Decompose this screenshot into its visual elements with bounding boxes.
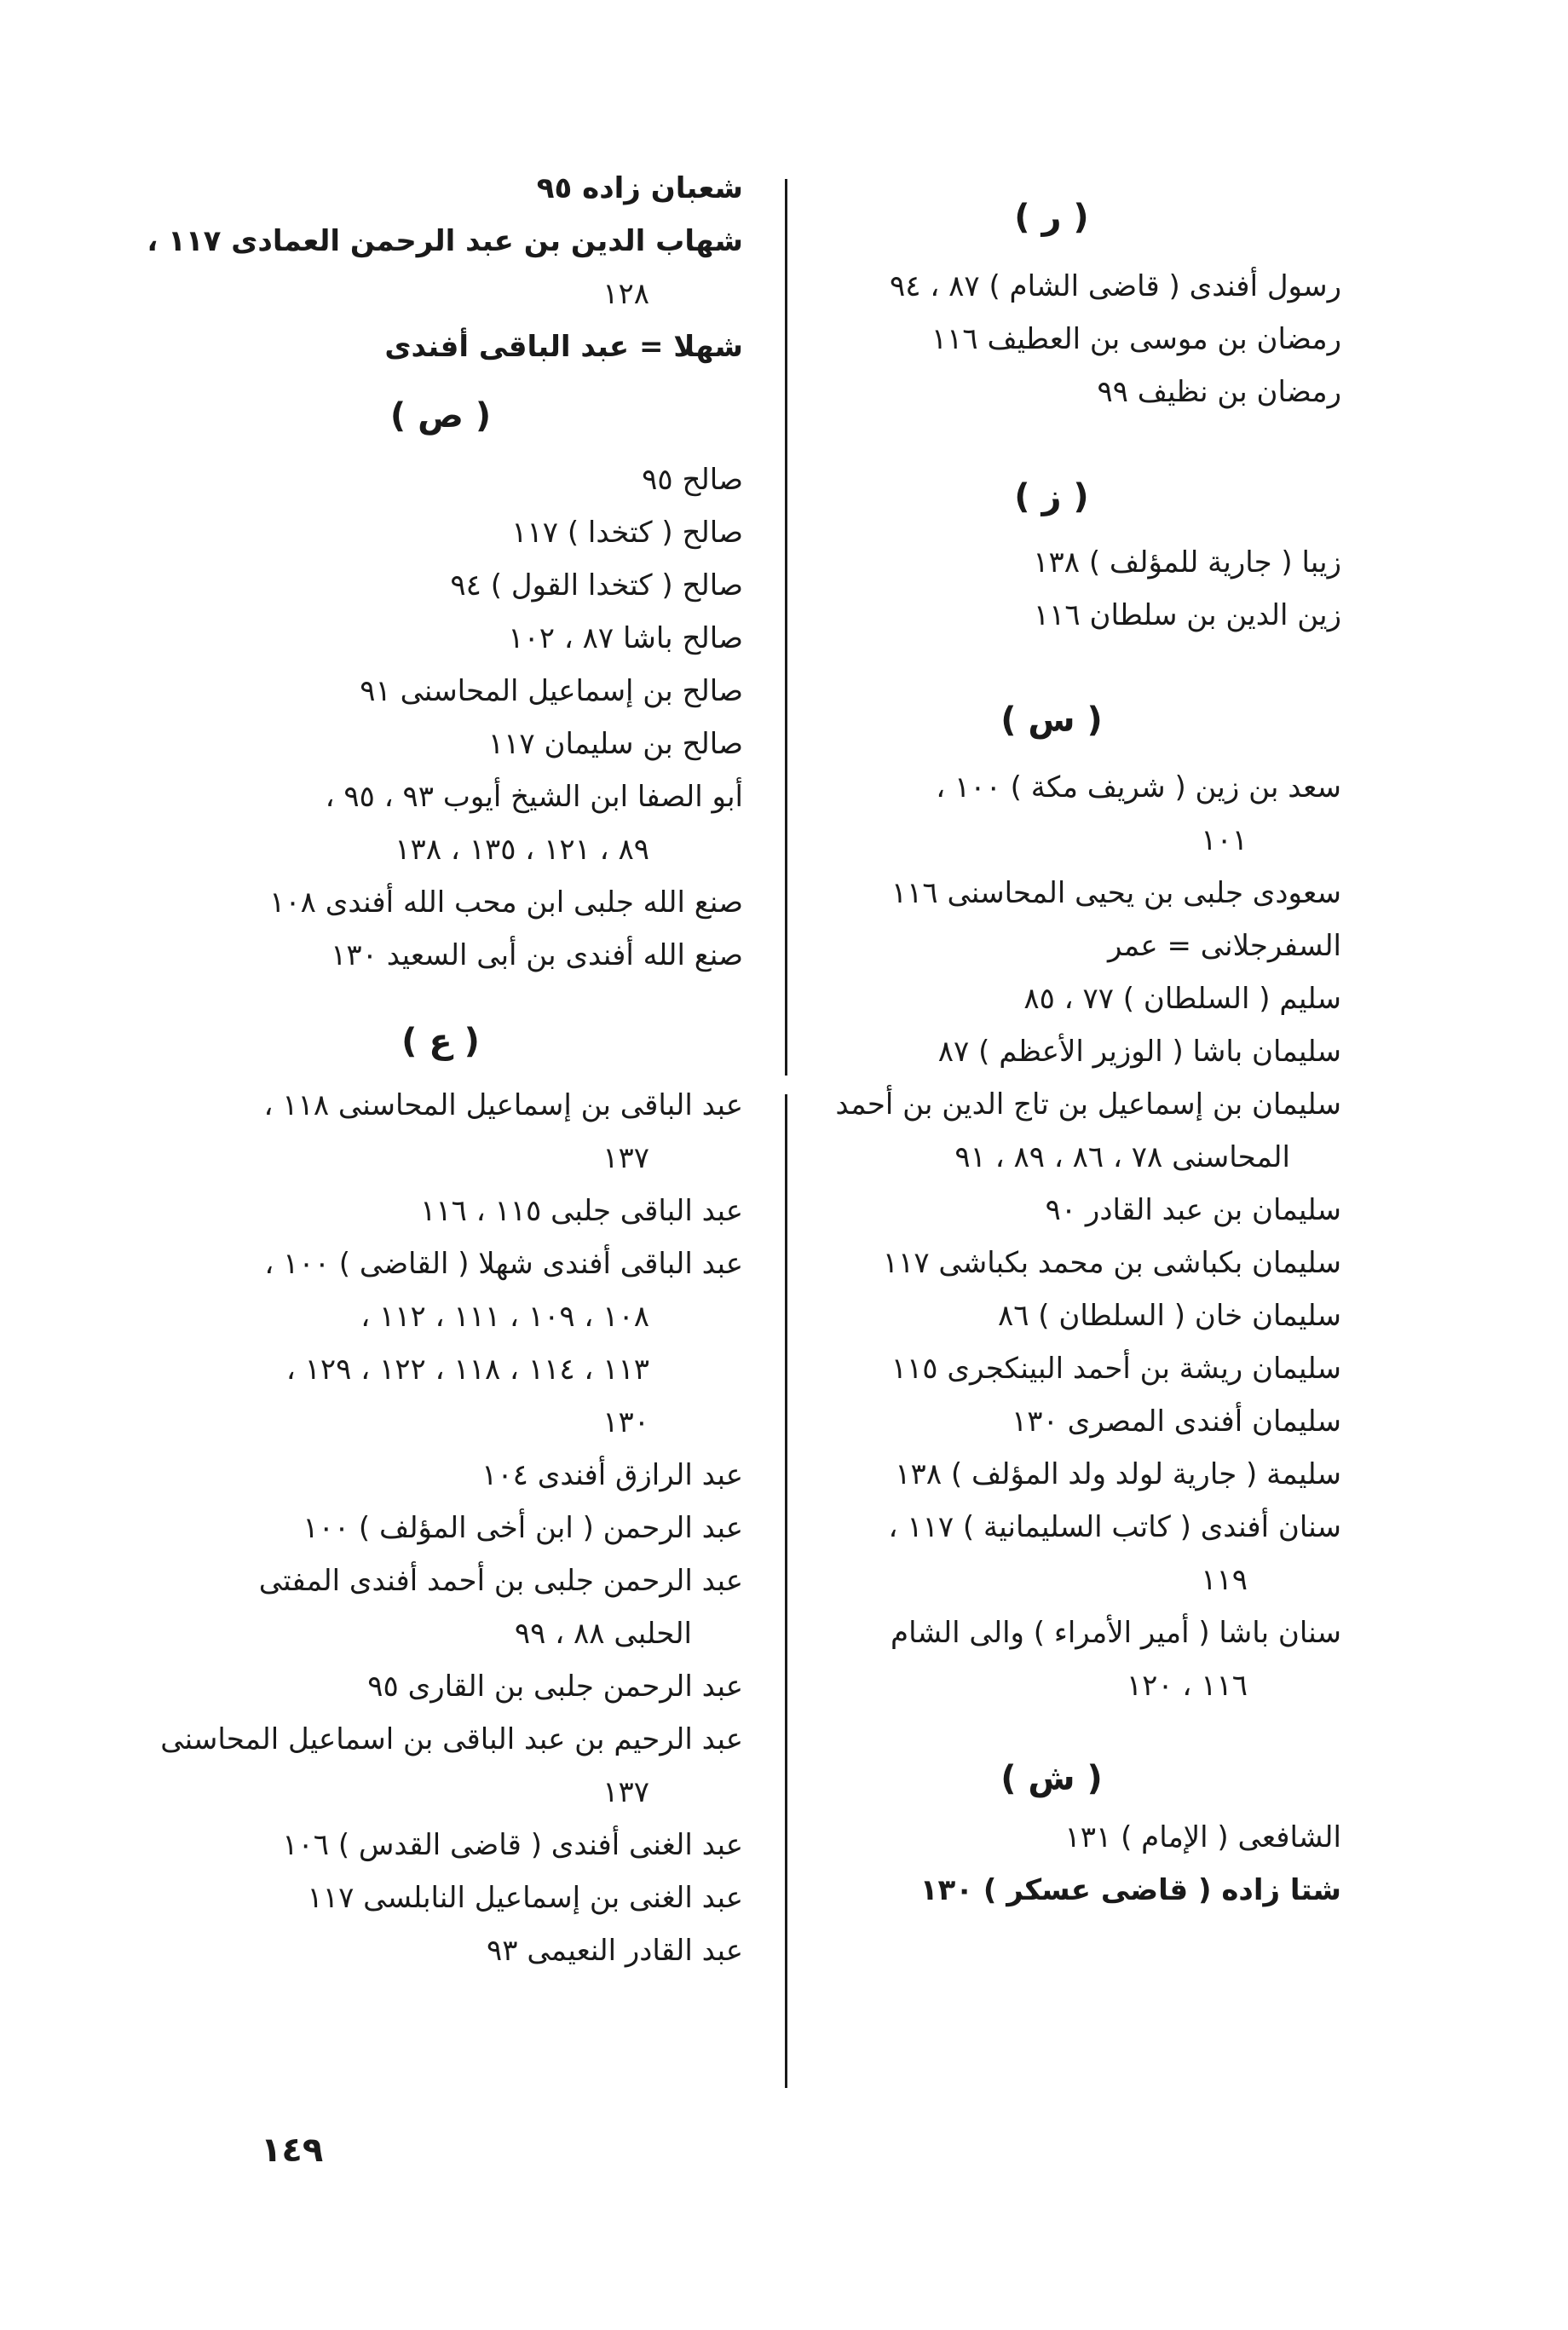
section-sin: [762, 695, 1341, 1712]
section-ra: [762, 192, 1341, 418]
index-entry: سنان باشا ( أمير الأمراء ) والى الشام: [891, 1616, 1341, 1650]
column-divider: [785, 179, 787, 2088]
index-entry-continuation: ٨٩ ، ١٢١ ، ١٣٥ ، ١٣٨: [395, 833, 649, 867]
index-entry-continuation: ١١٩: [1201, 1563, 1248, 1597]
index-entry: عبد الرازق أفندى ١٠٤: [481, 1458, 743, 1492]
index-entry-continuation: ١٢٨: [602, 277, 649, 311]
index-entry: عبد الباقى بن إسماعيل المحاسنى ١١٨ ،: [263, 1088, 743, 1122]
index-entry: سليمان بن عبد القادر ٩٠: [1045, 1193, 1341, 1227]
left-column: [138, 162, 743, 1977]
index-entry: سليمان بكباشى بن محمد بكباشى ١١٧: [882, 1246, 1341, 1280]
index-entry: عبد الرحمن جلبى بن القارى ٩٥: [367, 1670, 743, 1704]
index-entry: عبد الباقى جلبى ١١٥ ، ١١٦: [420, 1194, 743, 1228]
column-divider-gap: [782, 1076, 791, 1094]
index-entry: شتا زاده ( قاضى عسكر ) ١٣٠: [919, 1873, 1341, 1907]
index-entry-continuation: ١١٦ ، ١٢٠: [1126, 1669, 1248, 1703]
index-entry: عبد الباقى أفندى شهلا ( القاضى ) ١٠٠ ،: [264, 1247, 743, 1281]
section-sad: [138, 390, 743, 982]
index-entry: صالح بن إسماعيل المحاسنى ٩١: [360, 674, 743, 708]
index-entry-continuation: ١١٣ ، ١١٤ ، ١١٨ ، ١٢٢ ، ١٢٩ ،: [285, 1352, 649, 1387]
index-entry: سليمة ( جارية لولد ولد المؤلف ) ١٣٨: [895, 1457, 1341, 1491]
index-entry-continuation: ١٠١: [1201, 823, 1248, 857]
index-entry: رمضان بن موسى بن العطيف ١١٦: [931, 322, 1341, 356]
index-entry-continuation: ١٣٧: [602, 1141, 649, 1175]
index-entry: سعد بن زين ( شريف مكة ) ١٠٠ ،: [936, 770, 1341, 805]
index-entry: أبو الصفا ابن الشيخ أيوب ٩٣ ، ٩٥ ،: [325, 780, 743, 814]
index-entry: صالح بن سليمان ١١٧: [487, 727, 743, 761]
index-entry: صالح باشا ٨٧ ، ١٠٢: [508, 621, 743, 655]
index-entry: رسول أفندى ( قاضى الشام ) ٨٧ ، ٩٤: [890, 269, 1341, 303]
index-entry: صنع الله جلبى ابن محب الله أفندى ١٠٨: [269, 885, 743, 920]
section-ayn: [138, 1016, 743, 1977]
index-entry: صالح ( كتخدا القول ) ٩٤: [450, 568, 743, 603]
index-entry: رمضان بن نظيف ٩٩: [1097, 375, 1341, 409]
section-heading: ( ع ): [401, 1022, 480, 1061]
section-heading: ( ص ): [389, 396, 492, 435]
index-entry: زين الدين بن سلطان ١١٦: [1033, 598, 1341, 632]
index-entry: سليمان ريشة بن أحمد البينكجرى ١١٥: [891, 1352, 1341, 1386]
index-entry: زيبا ( جارية للمؤلف ) ١٣٨: [1033, 545, 1341, 580]
section-shin: [762, 1753, 1341, 1917]
index-entry: صنع الله أفندى بن أبى السعيد ١٣٠: [331, 938, 743, 972]
page-number: ١٤٩: [261, 2131, 324, 2170]
index-entry: صالح ٩٥: [642, 463, 743, 497]
index-entry: عبد الرحمن جلبى بن أحمد أفندى المفتى: [258, 1564, 743, 1598]
index-entry-continuation: الحلبى ٨٨ ، ٩٩: [514, 1617, 692, 1651]
index-entry: شهلا = عبد الباقى أفندى: [384, 330, 743, 364]
section-heading: ( ش ): [1000, 1759, 1103, 1798]
section-heading: ( ر ): [1014, 198, 1089, 237]
index-entry: شعبان زاده ٩٥: [536, 171, 743, 205]
index-entry: عبد الغنى بن إسماعيل النابلسى ١١٧: [307, 1881, 743, 1915]
right-column: [762, 192, 1341, 1917]
index-entry-continuation: ١٣٧: [602, 1775, 649, 1809]
index-entry: سعودى جلبى بن يحيى المحاسنى ١١٦: [891, 876, 1341, 910]
index-entry-continuation: ١٣٠: [602, 1405, 649, 1439]
index-entry-continuation: المحاسنى ٧٨ ، ٨٦ ، ٨٩ ، ٩١: [954, 1140, 1290, 1174]
index-entry: عبد الرحيم بن عبد الباقى بن اسماعيل المحاسنى: [160, 1722, 743, 1756]
index-entry: سنان أفندى ( كاتب السليمانية ) ١١٧ ،: [888, 1510, 1341, 1544]
index-entry: السفرجلانى = عمر: [1107, 929, 1341, 963]
index-entry: سليم ( السلطان ) ٧٧ ، ٨٥: [1023, 982, 1341, 1016]
index-entry: صالح ( كتخدا ) ١١٧: [511, 516, 743, 550]
index-entry: سليمان باشا ( الوزير الأعظم ) ٨٧: [937, 1035, 1341, 1069]
section-heading: ( س ): [1000, 701, 1103, 740]
index-entry: سليمان خان ( السلطان ) ٨٦: [997, 1299, 1341, 1333]
index-entry: سليمان بن إسماعيل بن تاج الدين بن أحمد: [835, 1087, 1341, 1122]
index-entry: عبد الرحمن ( ابن أخى المؤلف ) ١٠٠: [303, 1511, 743, 1545]
section-shin-continued: [138, 162, 743, 373]
index-entry: شهاب الدين بن عبد الرحمن العمادى ١١٧ ،: [147, 224, 743, 258]
index-entry: سليمان أفندى المصرى ١٣٠: [1012, 1404, 1341, 1439]
section-heading: ( ز ): [1014, 477, 1089, 516]
index-entry: عبد القادر النعيمى ٩٣: [487, 1934, 743, 1968]
section-zay: [762, 471, 1341, 642]
index-entry-continuation: ١٠٨ ، ١٠٩ ، ١١١ ، ١١٢ ،: [360, 1300, 649, 1334]
index-entry: عبد الغنى أفندى ( قاضى القدس ) ١٠٦: [282, 1828, 743, 1862]
index-entry: الشافعى ( الإمام ) ١٣١: [1064, 1820, 1341, 1854]
